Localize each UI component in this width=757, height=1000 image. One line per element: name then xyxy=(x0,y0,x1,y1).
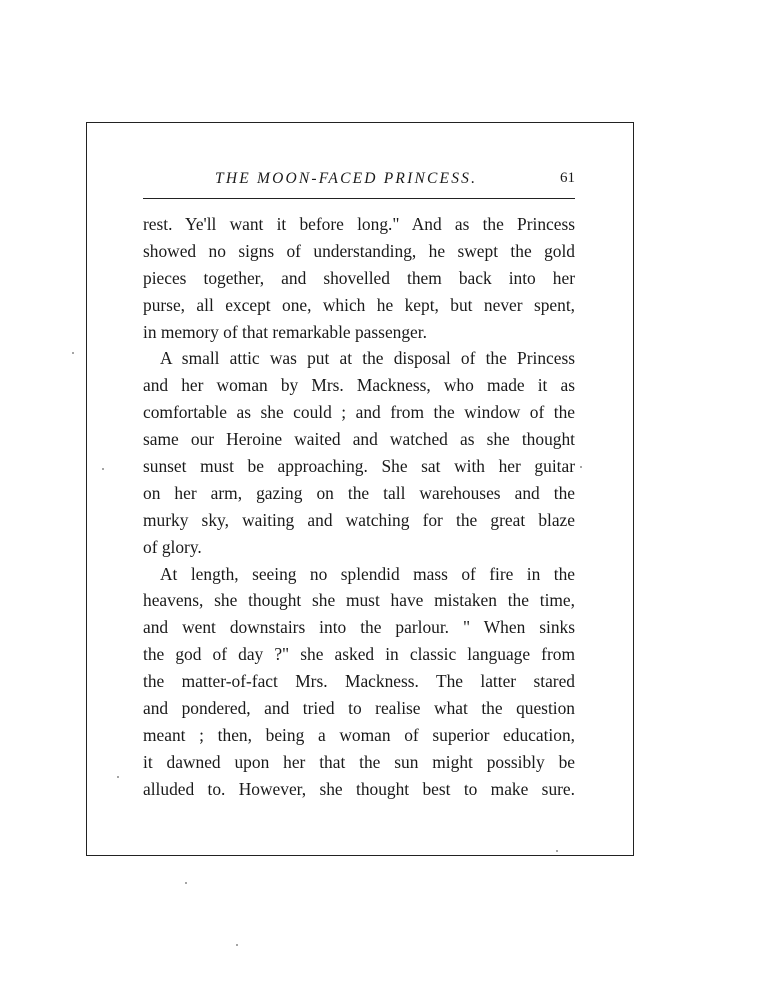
body-text xyxy=(143,211,575,803)
text-line: and went downstairs into the parlour. " When sinks xyxy=(143,617,575,638)
page-number: 61 xyxy=(560,170,575,186)
text-line: it dawned upon her that the sun might possibly be xyxy=(143,751,575,772)
text-line: sunset must be approaching. She sat with her guitar xyxy=(143,456,575,477)
text-line: the matter-of-fact Mrs. Mackness. The latter stared xyxy=(143,671,575,692)
text-line: heavens, she thought she must have mistaken the time, xyxy=(143,590,575,611)
text-line: and her woman by Mrs. Mackness, who made it as xyxy=(143,375,575,396)
text-line: pieces together, and shovelled them back into her xyxy=(143,267,575,288)
header-rule xyxy=(143,198,575,199)
text-line: same our Heroine waited and watched as she thought xyxy=(143,429,575,450)
scan-speck xyxy=(72,352,74,354)
text-line: alluded to. However, she thought best to make sure. xyxy=(143,778,575,799)
text-line: murky sky, waiting and watching for the great blaze xyxy=(143,509,575,530)
text-line: the god of day ?" she asked in classic language from xyxy=(143,644,575,665)
text-line: rest. Ye'll want it before long." And as the Princess xyxy=(143,214,575,234)
scan-speck xyxy=(102,468,104,470)
scan-speck xyxy=(117,776,119,778)
scan-speck xyxy=(580,466,582,468)
text-line: on her arm, gazing on the tall warehouses and the xyxy=(143,482,575,503)
text-line: in memory of that remarkable passenger. xyxy=(143,321,427,342)
scan-speck xyxy=(556,850,558,852)
text-line: and pondered, and tried to realise what the question xyxy=(143,698,575,719)
text-line: At length, seeing no splendid mass of fire in the xyxy=(160,563,575,584)
running-head xyxy=(145,170,575,194)
text-line: comfortable as she could ; and from the window of the xyxy=(143,402,575,423)
running-head-title: THE MOON-FACED PRINCESS. xyxy=(215,170,478,187)
text-line: of glory. xyxy=(143,536,202,557)
text-line: purse, all except one, which he kept, but never spent, xyxy=(143,294,575,315)
text-line: showed no signs of understanding, he swept the gold xyxy=(143,240,575,261)
text-line: meant ; then, being a woman of superior education, xyxy=(143,724,575,745)
scan-speck xyxy=(236,944,238,946)
scan-speck xyxy=(185,882,187,884)
text-line: A small attic was put at the disposal of the Princess xyxy=(160,348,575,369)
